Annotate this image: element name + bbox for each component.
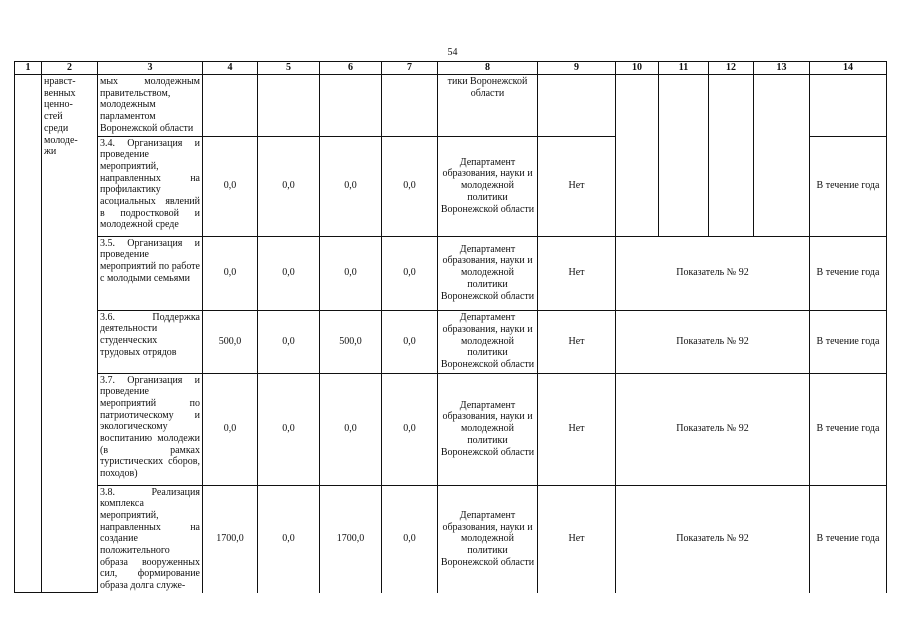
- indicator-cell: Показатель № 92: [616, 310, 810, 373]
- executor-cell: Департамент образования, науки и молодежной политики Воронежской области: [438, 373, 538, 485]
- indicator-cell: Показатель № 92: [616, 236, 810, 310]
- column-number: 5: [258, 62, 320, 75]
- funding-cell: 500,0: [320, 310, 382, 373]
- value-cell: [810, 75, 887, 137]
- activity-cell: 3.4. Организация и проведение мероприятий, направленных на профилактику асоциальных явлений в подростковой и молодежной среде: [98, 136, 203, 236]
- column-number: 3: [98, 62, 203, 75]
- funding-cell: 0,0: [258, 136, 320, 236]
- program-activities-table: [14, 61, 887, 593]
- column-number: 8: [438, 62, 538, 75]
- column-number: 6: [320, 62, 382, 75]
- column-number: 7: [382, 62, 438, 75]
- funding-cell: 1700,0: [320, 485, 382, 593]
- funding-cell: 0,0: [258, 236, 320, 310]
- value-cell: [258, 75, 320, 137]
- column-number: 14: [810, 62, 887, 75]
- funding-cell: 0,0: [320, 136, 382, 236]
- value-cell: [320, 75, 382, 137]
- column-number: 13: [754, 62, 810, 75]
- period-cell: В течение года: [810, 236, 887, 310]
- value-cell: [382, 75, 438, 137]
- table-row: [15, 75, 887, 137]
- funding-cell: 0,0: [382, 136, 438, 236]
- row-spacer-cell: [15, 75, 42, 593]
- flag-cell: Нет: [538, 485, 616, 593]
- empty-cell: [709, 75, 754, 237]
- executor-cell: тики Воронежской области: [438, 75, 538, 137]
- column-number: 10: [616, 62, 659, 75]
- empty-cell: [616, 75, 659, 237]
- funding-cell: 0,0: [203, 373, 258, 485]
- funding-cell: 0,0: [258, 310, 320, 373]
- flag-cell: Нет: [538, 236, 616, 310]
- empty-cell: [659, 75, 709, 237]
- funding-cell: 0,0: [382, 236, 438, 310]
- table-row: [15, 373, 887, 485]
- period-cell: В течение года: [810, 136, 887, 236]
- indicator-cell: Показатель № 92: [616, 485, 810, 593]
- indicator-cell: Показатель № 92: [616, 373, 810, 485]
- flag-cell: Нет: [538, 136, 616, 236]
- empty-cell: [754, 75, 810, 237]
- period-cell: В течение года: [810, 310, 887, 373]
- table-row: [15, 236, 887, 310]
- funding-cell: 0,0: [320, 373, 382, 485]
- activity-cell: 3.8. Реализация комплекса мероприятий, направленных на создание положительного образа вооруженных сил, формирование образа долга служе-: [98, 485, 203, 593]
- activity-cell: мых молодежным правительством, молодежным парламентом Воронежской области: [98, 75, 203, 137]
- funding-cell: 0,0: [258, 373, 320, 485]
- funding-cell: 500,0: [203, 310, 258, 373]
- funding-cell: 0,0: [382, 485, 438, 593]
- funding-cell: 1700,0: [203, 485, 258, 593]
- column-number: 9: [538, 62, 616, 75]
- flag-cell: Нет: [538, 373, 616, 485]
- activity-cell: 3.5. Организация и проведение мероприятий по работе с молодыми семьями: [98, 236, 203, 310]
- activity-cell: 3.6. Поддержка деятельности студенческих трудовых отрядов: [98, 310, 203, 373]
- executor-cell: Департамент образования, науки и молодежной политики Воронежской области: [438, 236, 538, 310]
- column-number: 4: [203, 62, 258, 75]
- goal-cell: нравст- венных ценно- стей среди молоде- жи: [42, 75, 98, 593]
- funding-cell: 0,0: [258, 485, 320, 593]
- flag-cell: Нет: [538, 310, 616, 373]
- column-number: 2: [42, 62, 98, 75]
- activity-cell: 3.7. Организация и проведение мероприятий по патриотическому и экологическому воспитанию молодежи (в рамках туристических сборов, походов): [98, 373, 203, 485]
- funding-cell: 0,0: [320, 236, 382, 310]
- page-number: 54: [447, 47, 458, 58]
- column-number: 12: [709, 62, 754, 75]
- funding-cell: 0,0: [382, 310, 438, 373]
- executor-cell: Департамент образования, науки и молодежной политики Воронежской области: [438, 310, 538, 373]
- table-row: [15, 485, 887, 593]
- value-cell: [203, 75, 258, 137]
- column-number: 11: [659, 62, 709, 75]
- executor-cell: Департамент образования, науки и молодежной политики Воронежской области: [438, 485, 538, 593]
- executor-cell: Департамент образования, науки и молодежной политики Воронежской области: [438, 136, 538, 236]
- column-number: 1: [15, 62, 42, 75]
- table-row: [15, 310, 887, 373]
- period-cell: В течение года: [810, 373, 887, 485]
- funding-cell: 0,0: [382, 373, 438, 485]
- funding-cell: 0,0: [203, 236, 258, 310]
- value-cell: [538, 75, 616, 137]
- period-cell: В течение года: [810, 485, 887, 593]
- funding-cell: 0,0: [203, 136, 258, 236]
- column-numbers-row: [15, 62, 887, 75]
